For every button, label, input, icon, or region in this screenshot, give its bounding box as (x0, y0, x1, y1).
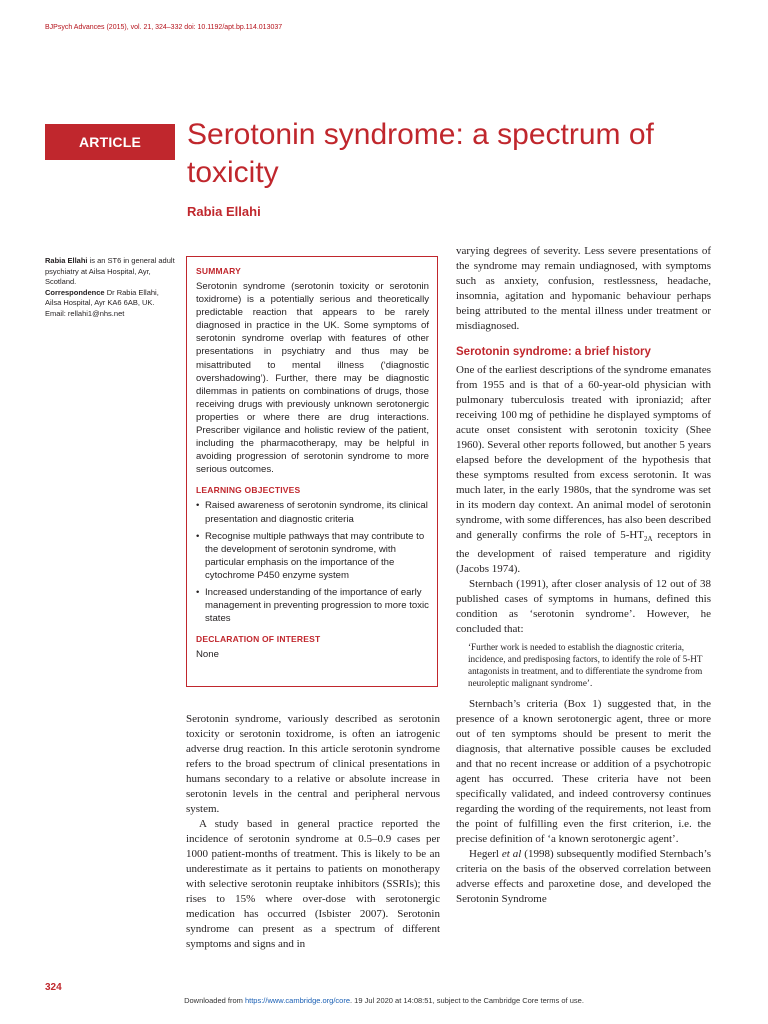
body-paragraph (456, 847, 711, 907)
correspondence-label: Correspondence (45, 287, 105, 297)
correspondence-text: Dr Rabia Ellahi, Ailsa Hospital, Ayr KA6 6AB, UK. Email: rellahi1@nhs.net (45, 287, 159, 318)
author-note-name: Rabia Ellahi (45, 256, 88, 265)
author-note-desc: is an ST6 in general adult psychiatry at Ailsa Hospital, Ayr, Scotland. (45, 256, 175, 286)
declaration-heading: DECLARATION OF INTEREST (196, 634, 321, 645)
body-paragraph: Serotonin syndrome, variously described as serotonin toxicity or serotonin toxidrome, is often an iatrogenic adverse drug reaction. In this article serotonin syndrome refers to the broad spectrum of clinical presentations in humans secondary to a relative or absolute increase in serotonin levels in the central and peripheral nervous system. (186, 713, 440, 815)
body-column-right (456, 244, 711, 907)
download-footer (0, 996, 768, 1005)
objective-item: • Raised awareness of serotonin syndrome, its clinical presentation and diagnostic criteria (196, 499, 429, 525)
declaration-text: None (196, 649, 219, 661)
objectives-heading: LEARNING OBJECTIVES (196, 485, 301, 496)
history-text: Hegerl (469, 848, 502, 861)
body-column-left (186, 712, 440, 952)
author-note (45, 256, 175, 319)
journal-header: BJPsych Advances (2015), vol. 21, 324–332 doi: 10.1192/apt.bp.114.013037 (45, 24, 283, 31)
et-al: et al (501, 848, 522, 861)
objectives-list (196, 499, 429, 625)
body-paragraph: A study based in general practice reported the incidence of serotonin syndrome at 0.5–0.9 cases per 1000 patient-months of treatment. This is likely to be an underestimate as it pertains to patients on monotherapy with selective serotonin reuptake inhibitors (SSRIs); this rises to 15% where over-dose with serotonergic medication has occurred (Isbister 2007). Serotonin syndrome can present as a spectrum of different symptoms and signs and in (186, 818, 440, 950)
article-author: Rabia Ellahi (187, 204, 261, 219)
history-text: (1998) subsequently modified Sternbach’s criteria on the basis of the observed correlation between adverse effects and paroxetine dose, and developed the Serotonin Syndrome (456, 848, 711, 906)
block-quote: ‘Further work is needed to establish the diagnostic criteria, incidence, and predisposing factors, to identify the role of 5-HT antagonists in treatment, and to differentiate the syndrome from neuroleptic malignant syndrome’. (468, 642, 703, 689)
objective-item: • Recognise multiple pathways that may contribute to the development of serotonin syndrome, with particular emphasis on the importance of the cytochrome P450 enzyme system (196, 530, 429, 582)
cambridge-core-link[interactable]: https://www.cambridge.org/core (244, 996, 351, 1005)
objective-item: • Increased understanding of the importance of early management in preventing progression to more toxic states (196, 586, 429, 625)
body-paragraph: Sternbach’s criteria (Box 1) suggested that, in the presence of a known serotonergic agent, three or more out of ten symptoms should be present to merit the diagnosis, that alternative possible causes be excluded and that no recent increase or addition of a psychotropic agent has occurred. These criteria have not been specifically validated, and indeed controversy continues regarding the wording of the requirements, not least from the point of fulfilling even the first criterion, i.e. the precise definition of ‘a known serotonergic agent’. (456, 698, 711, 846)
history-text: One of the earliest descriptions of the syndrome emanates from 1955 and is that of a 60-year-old physician with pulmonary tuberculosis treated with iproniazid; after receiving 100 mg of pethidine he displayed symptoms of acute onset consistent with serotonin toxicity (Shee 1960). Several other reports followed, but another 5 years elapsed before the development of the hypothesis that these symptoms resulted from excess serotonin. It was much later, in the early 1980s, that the syndrome was set in its modern day context. An animal model of serotonin syndrome, with some differences, has also been described and generally confirms the role of 5-HT (456, 364, 711, 541)
body-paragraph: Sternbach (1991), after closer analysis of 12 out of 38 published cases of symptoms in humans, defined this condition as ‘serotonin syndrome’. However, he concluded that: (456, 578, 711, 636)
body-paragraph: varying degrees of severity. Less severe presentations of the syndrome may remain undiagnosed, with symptoms such as anxiety, confusion, restlessness, headache, insomnia, agitation and hypomanic behaviour perhaps being attributed to the mental illness under treatment or misdiagnosed. (456, 245, 711, 332)
footer-text: . 19 Jul 2020 at 14:08:51, subject to the Cambridge Core terms of use. (350, 996, 584, 1005)
summary-heading: SUMMARY (196, 266, 241, 276)
article-type-badge: ARTICLE (45, 124, 175, 160)
section-heading: Serotonin syndrome: a brief history (456, 346, 651, 358)
subscript: 2A (644, 535, 653, 544)
article-title: Serotonin syndrome: a spectrum of toxicity (187, 118, 654, 189)
summary-box (186, 256, 438, 687)
footer-text: Downloaded from (184, 996, 245, 1005)
summary-text: Serotonin syndrome (serotonin toxicity or serotonin toxidrome) is a potentially serious and theoretically predictable reaction that appears to be rarely diagnosed in practice in the UK. Some symptoms of serotonin syndrome overlap with features of other presentations in psychiatry and thus may be misattributed to mental illness (‘diagnostic overshadowing’). Further, there may be diagnostic dilemmas in patients on combinations of drugs, those receiving drugs with previously unknown serotonergic properties or where there are drug interactions. Prescriber vigilance and holistic review of the patient, including the pharmacotherapy, may be helpful in avoiding progression of serotonin syndrome to more serious outcomes. (196, 281, 429, 476)
page-number: 324 (45, 982, 62, 993)
history-text: receptors in the development of raised temperature and rigidity (Jacobs 1974). (456, 529, 711, 576)
body-paragraph (456, 363, 711, 577)
